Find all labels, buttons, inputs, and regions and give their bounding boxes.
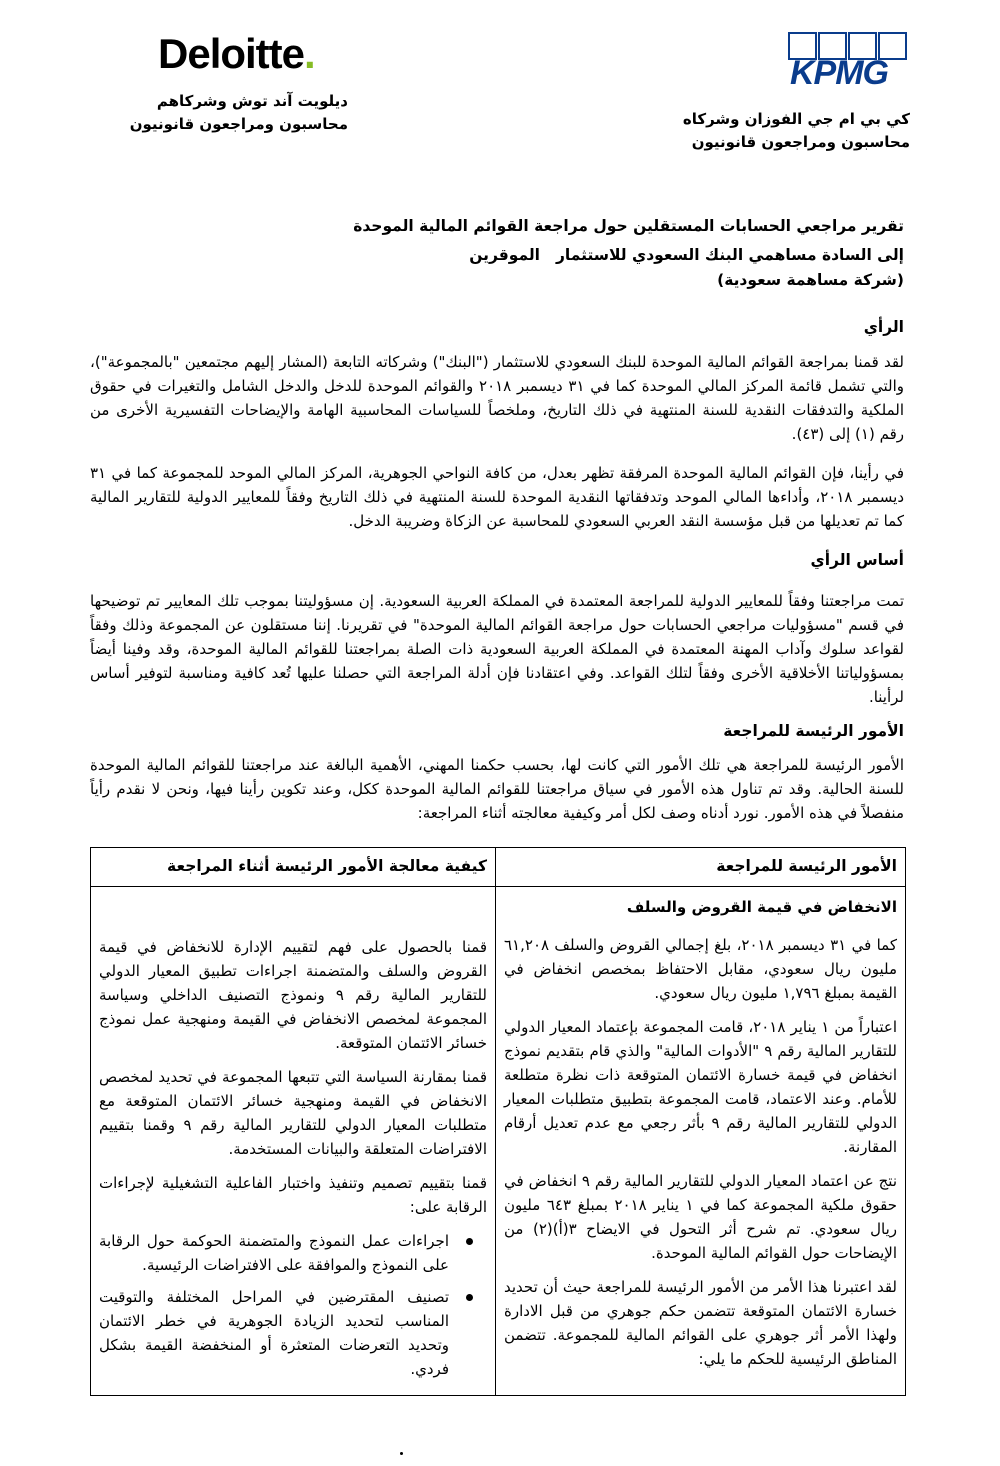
basis-heading: أساس الرأي xyxy=(810,551,904,569)
kam-matter-title: الانخفاض في قيمة القروض والسلف xyxy=(626,898,897,916)
kpmg-wordmark: KPMG xyxy=(790,54,888,92)
list-item xyxy=(99,1229,487,1277)
list-item xyxy=(99,1285,487,1381)
kam-table-row xyxy=(91,887,906,1396)
bullet-icon xyxy=(466,1238,473,1245)
kam-matter-paragraph: لقد اعتبرنا هذا الأمر من الأمور الرئيسة للمراجعة حيث أن تحديد خسارة الائتمان المتوقعة تتضمن حكم جوهري من قبل الادارة ولهذا الأمر أثر جوهري على القوائم المالية للمجموعة. تتضمن المناطق الرئيسية للحكم ما يلي: xyxy=(504,1278,897,1368)
kpmg-firm-subtitle: محاسبون ومراجعون قانونيون xyxy=(691,133,910,151)
kam-heading: الأمور الرئيسة للمراجعة xyxy=(723,722,904,740)
deloitte-green-dot: . xyxy=(304,30,315,77)
opinion-heading: الرأي xyxy=(863,318,904,336)
kam-response-bullets xyxy=(99,1229,487,1381)
kam-matter-cell xyxy=(496,887,906,1396)
kam-paragraph: الأمور الرئيسة للمراجعة هي تلك الأمور التي كانت لها، بحسب حكمنا المهني، الأهمية البالغة عند مراجعتنا للقوائم المالية الموحدة للسنة الحالية. وقد تم تناول هذه الأمور في سياق مراجعتنا للقوائم المالية الموحدة ككل، وعند تكوين رأينا فيها، ونحن لا نقدم رأياً منفصلاً في هذه الأمور. نورد أدناه وصف لكل أمر وكيفية معالجته أثناء المراجعة: xyxy=(90,756,904,822)
kpmg-logo xyxy=(788,32,910,92)
kam-table xyxy=(90,847,906,1396)
report-company-type: (شركة مساهمة سعودية) xyxy=(717,271,904,289)
kam-matter-paragraph: كما في ٣١ ديسمبر ٢٠١٨، بلغ إجمالي القروض والسلف ٦١,٢٠٨ مليون ريال سعودي، مقابل الاحتفاظ بمخصص انخفاض في القيمة بمبلغ ١,٧٩٦ مليون ريال سعودي. xyxy=(504,936,897,1002)
report-honorific: الموقرين xyxy=(469,246,540,264)
opinion-paragraph-1: لقد قمنا بمراجعة القوائم المالية الموحدة للبنك السعودي للاستثمار ("البنك") وشركاته التابعة (المشار إليهم مجتمعين "بالمجموعة")، والتي تشمل قائمة المركز المالي الموحدة كما في ٣١ ديسمبر ٢٠١٨ والقوائم الموحدة للدخل والدخل الشامل والتغيرات في حقوق الملكية والتدفقات النقدية للسنة المنتهية في ذلك التاريخ، وملخصاً للسياسات المحاسبية الهامة والإيضاحات التفسيرية الأخرى من رقم (١) إلى (٤٣). xyxy=(90,353,904,443)
page-mark xyxy=(400,1452,403,1455)
kam-response-cell xyxy=(91,887,496,1396)
kam-response-paragraph: قمنا بمقارنة السياسة التي تتبعها المجموعة في تحديد لمخصص الانخفاض في القيمة ومنهجية خسائر الائتمان المتوقعة مع متطلبات المعيار الدولي للتقارير المالية رقم ٩ وقمنا بتقييم الافتراضات المتعلقة والبيانات المستخدمة. xyxy=(99,1068,487,1158)
kam-table-header-response: كيفية معالجة الأمور الرئيسة أثناء المراجعة xyxy=(91,848,496,887)
kam-matter-paragraph: نتج عن اعتماد المعيار الدولي للتقارير المالية رقم ٩ انخفاض في حقوق ملكية المجموعة كما في ١ يناير ٢٠١٨ بمبلغ ٦٤٣ مليون ريال سعودي. تم شرح أثر التحول في الايضاح ٣(أ)(٢) من الإيضاحات حول القوائم المالية الموحدة. xyxy=(504,1172,898,1262)
bullet-icon xyxy=(466,1294,473,1301)
report-addressee-line xyxy=(90,243,904,267)
basis-paragraph: تمت مراجعتنا وفقاً للمعايير الدولية للمراجعة المعتمدة في المملكة العربية السعودية. إن مسؤوليتنا بموجب تلك المعايير تم توضيحها في قسم "مسؤوليات مراجعي الحسابات حول مراجعة القوائم المالية الموحدة" في تقريرنا. إننا مستقلون عن المجموعة وذلك وفقاً لقواعد سلوك وآداب المهنة المعتمدة في المملكة العربية السعودية ذات الصلة بمراجعتنا للقوائم المالية الموحدة، وقد وفينا أيضاً بمسؤولياتنا الأخلاقية الأخرى وفقاً لتلك القواعد. وفي اعتقادنا فإن أدلة المراجعة التي حصلنا عليها تُعد كافية ومناسبة لتوفير أساس لرأينا. xyxy=(90,592,904,706)
report-addressee: إلى السادة مساهمي البنك السعودي للاستثمار xyxy=(555,246,904,264)
deloitte-logo xyxy=(158,30,315,78)
kam-response-paragraph: قمنا بالحصول على فهم لتقييم الإدارة للانخفاض في قيمة القروض والسلف والمتضمنة اجراءات تطبيق المعيار الدولي للتقارير المالية رقم ٩ ونموذج التصنيف الداخلي وسياسة المجموعة لمخصص الانخفاض في القيمة ومنهجية عمل نموذج خسائر الائتمان المتوقعة. xyxy=(99,938,487,1052)
opinion-paragraph-2: في رأينا، فإن القوائم المالية الموحدة المرفقة تظهر بعدل، من كافة النواحي الجوهرية، المركز المالي الموحد للمجموعة كما في ٣١ ديسمبر ٢٠١٨، وأداءها المالي الموحد وتدفقاتها النقدية الموحدة للسنة المنتهية في ذلك التاريخ وفقاً للمعايير الدولية للتقارير المالية كما تم تعديلها من قبل مؤسسة النقد العربي السعودي للمحاسبة عن الزكاة وضريبة الدخل. xyxy=(90,464,904,530)
bullet-text: تصنيف المقترضين في المراحل المختلفة والتوقيت المناسب لتحديد الزيادة الجوهرية في خطر الائتمان وتحديد التعرضات المتعثرة أو المنخفضة القيمة بشكل فردي. xyxy=(99,1288,449,1378)
kam-table-header-matters: الأمور الرئيسة للمراجعة xyxy=(496,848,906,887)
kpmg-firm-name: كي بي ام جي الفوزان وشركاه xyxy=(682,110,910,128)
deloitte-firm-name: ديلويت آند توش وشركاهم xyxy=(156,92,348,110)
report-title: تقرير مراجعي الحسابات المستقلين حول مراجعة القوائم المالية الموحدة xyxy=(353,217,904,235)
kam-matter-paragraph: اعتباراً من ١ يناير ٢٠١٨، قامت المجموعة بإعتماد المعيار الدولي للتقارير المالية رقم ٩ "الأدوات المالية" والذي قام بتقديم نموذج انخفاض في قيمة خسارة الائتمان المتوقعة ذات نظرة متطلعة للأمام. وعند الاعتماد، قامت المجموعة بتطبيق متطلبات المعيار الدولي للتقارير المالية رقم ٩ بأثر رجعي مع عدم تعديل أرقام المقارنة. xyxy=(504,1018,897,1156)
deloitte-firm-subtitle: محاسبون ومراجعون قانونيون xyxy=(129,115,348,133)
kam-table-header-row xyxy=(91,848,906,887)
kam-response-paragraph: قمنا بتقييم تصميم وتنفيذ واختبار الفاعلية التشغيلية لإجراءات الرقابة على: xyxy=(99,1174,487,1216)
bullet-text: اجراءات عمل النموذج والمتضمنة الحوكمة حول الرقابة على النموذج والموافقة على الافتراضات الرئيسية. xyxy=(99,1232,449,1274)
deloitte-wordmark: Deloitte xyxy=(158,30,305,77)
